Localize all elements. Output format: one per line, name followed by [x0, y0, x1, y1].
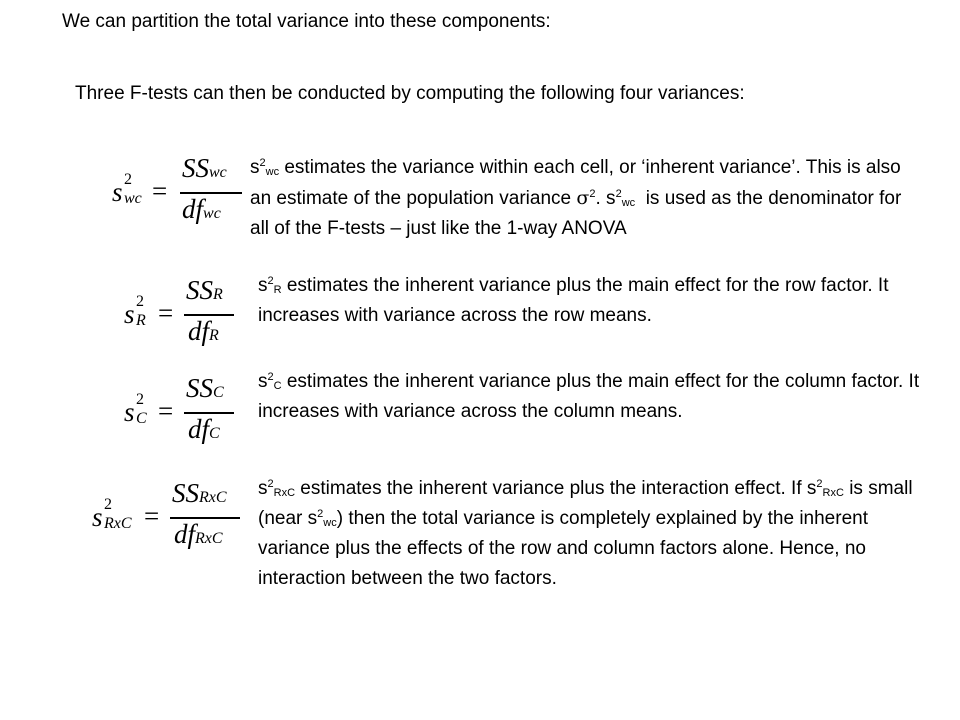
formula-c: s 2 C = SSC dfC [124, 370, 234, 460]
heading: We can partition the total variance into these components: [62, 11, 551, 32]
formula-wc: s 2 wc = SSwc dfwc [112, 150, 242, 240]
formula-rxc: s 2 RxC = SSRxC dfRxC [92, 475, 242, 565]
description-c: $s^2_C$ estimates the inherent variance plus the main effect for the column factor. It increases with variance across the column means. [258, 371, 920, 422]
description-rxc: $s^2_{RxC}$ estimates the inherent variance plus the interaction effect. If $s^2_{RxC}$ is small (near $s^2_{wc}$) then the total variance is completely explained by the inherent variance plus the effects of the row and column factors alone. Hence, no interaction between the two factors. [258, 478, 913, 589]
formula-r: s 2 R = SSR dfR [124, 272, 234, 362]
description-r: $s^2_R$ estimates the inherent variance plus the main effect for the row factor. It increases with variance across the row means. [258, 275, 889, 326]
description-wc: $s^2_{wc}$ estimates the variance within each cell, or ‘inherent variance’. This is also an estimate of the population variance $\sigma^2$. $s^2_{wc}$ is used as the denominator for all of the F-tests – just like the 1-way ANOVA [250, 157, 902, 239]
intro-text: Three F-tests can then be conducted by computing the following four variances: [75, 83, 745, 104]
